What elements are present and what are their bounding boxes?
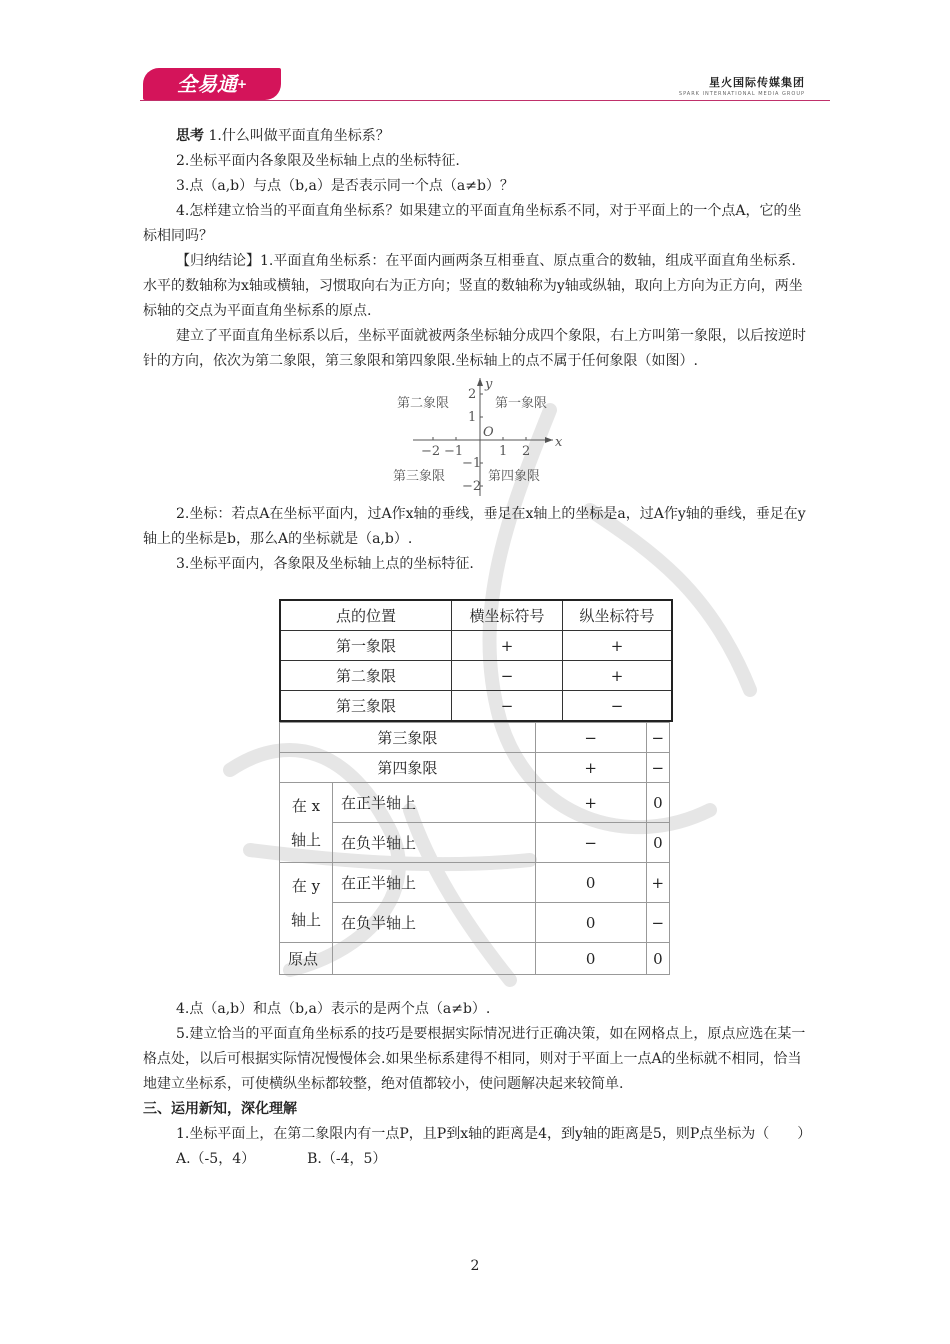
x-axis-group-label: 在 x 轴上	[280, 783, 333, 863]
origin-label: O	[483, 425, 494, 440]
table-header: 横坐标符号	[452, 600, 563, 631]
table-row	[280, 691, 672, 722]
table-cell: −	[646, 903, 669, 943]
think-q3: 3.点（a,b）与点（b,a）是否表示同一个点（a≠b）？	[176, 178, 514, 194]
quadrant-2-label: 第二象限	[397, 396, 450, 411]
table-cell: 第三象限	[280, 691, 452, 722]
y-tick-label: 1	[468, 410, 477, 425]
table-cell: +	[535, 753, 646, 783]
table-header-row	[280, 600, 672, 631]
table-cell: 0	[646, 943, 669, 975]
table-cell: −	[535, 823, 646, 863]
table-row	[280, 661, 672, 691]
quadrant-1-label: 第一象限	[495, 396, 548, 411]
table-cell: 在负半轴上	[333, 903, 536, 943]
table-cell: +	[535, 783, 646, 823]
after-table-content	[143, 997, 812, 1172]
y-tick-label: −2	[462, 479, 482, 494]
table-cell: 0	[646, 783, 669, 823]
x-tick-label: 1	[499, 444, 508, 459]
table-cell: 第一象限	[280, 631, 452, 661]
conclusion-tips: 5.建立恰当的平面直角坐标系的技巧是要根据实际情况进行正确决策，如在网格点上，原点应选在某一格点处，以后可根据实际情况慢慢体会.如果坐标系建得不相同，则对于平面上一点A的坐标就不相同，恰当地建立坐标系，可使横纵坐标都较整，绝对值都较小，使问题解决起来较简单.	[143, 1026, 806, 1092]
x-tick-label: −1	[444, 444, 464, 459]
table-row	[280, 631, 672, 661]
section-heading: 三、运用新知，深化理解	[143, 1101, 297, 1117]
table-row	[280, 823, 670, 863]
table-cell: 第三象限	[280, 723, 536, 753]
table-cell: 0	[535, 943, 646, 975]
exercise-1-options	[143, 1147, 808, 1172]
x-tick-label: 2	[522, 444, 531, 459]
table-cell: 0	[646, 823, 669, 863]
table-cell: 0	[535, 863, 646, 903]
brand-name-cn: 星火国际传媒集团	[709, 76, 805, 89]
y-axis-label: y	[485, 377, 493, 392]
table-cell: −	[563, 691, 673, 722]
exercise-1: 1.坐标平面上，在第二象限内有一点P，且P到x轴的距离是4，到y轴的距离是5，则P点坐标为（ ）	[176, 1126, 812, 1142]
y-tick-label: −1	[462, 456, 482, 471]
coordinate-figure	[143, 374, 808, 502]
table-cell: 0	[535, 903, 646, 943]
y-axis-arrow	[477, 378, 483, 386]
quadrant-4-label: 第四象限	[488, 469, 541, 484]
table-cell: −	[452, 661, 563, 691]
conclusion-quadrants: 建立了平面直角坐标系以后，坐标平面就被两条坐标轴分成四个象限，右上方叫第一象限，以后按逆时针的方向，依次为第二象限，第三象限和第四象限.坐标轴上的点不属于任何象限（如图）.	[143, 328, 806, 369]
table-cell: 第四象限	[280, 753, 536, 783]
think-q2: 2.坐标平面内各象限及坐标轴上点的坐标特征.	[176, 153, 460, 169]
brand-name-en: SPARK INTERNATIONAL MEDIA GROUP	[678, 91, 805, 97]
table-cell: +	[646, 863, 669, 903]
conclusion-two-points: 4.点（a,b）和点（b,a）表示的是两个点（a≠b）.	[176, 1001, 491, 1017]
table-row	[280, 723, 670, 753]
table-cell: +	[563, 661, 673, 691]
option-b: B.（-4，5）	[307, 1151, 387, 1167]
y-tick-label: 2	[468, 387, 477, 402]
header-divider	[140, 100, 830, 101]
table-cell: 第二象限	[280, 661, 452, 691]
table-row	[280, 943, 670, 975]
x-axis-label: x	[555, 435, 563, 450]
conclusion-1: 【归纳结论】1.平面直角坐标系：在平面内画两条互相垂直、原点重合的数轴，组成平面直角坐标系.水平的数轴称为x轴或横轴，习惯取向右为正方向；竖直的数轴称为y轴或纵轴，取向上方向为正方向，两坐标轴的交点为平面直角坐标系的原点.	[143, 253, 803, 319]
table-cell: −	[646, 723, 669, 753]
conclusion-table-intro: 3.坐标平面内，各象限及坐标轴上点的坐标特征.	[176, 556, 474, 572]
table-cell	[333, 943, 536, 975]
table-row	[280, 783, 670, 823]
think-q4: 4.怎样建立恰当的平面直角坐标系？如果建立的平面直角坐标系不同，对于平面上的一个点A，它的坐标相同吗？	[143, 203, 802, 244]
main-content	[143, 124, 808, 577]
table-cell: 原点	[280, 943, 333, 975]
sign-table-part-1	[279, 599, 673, 722]
table-row	[280, 863, 670, 903]
quadrant-3-label: 第三象限	[393, 469, 446, 484]
page-number: 2	[470, 1258, 480, 1274]
table-cell: −	[646, 753, 669, 783]
x-axis-arrow	[545, 437, 553, 443]
table-cell: 在正半轴上	[333, 783, 536, 823]
x-tick-label: −2	[421, 444, 441, 459]
table-cell: 在负半轴上	[333, 823, 536, 863]
table-cell: −	[452, 691, 563, 722]
option-a: A.（-5，4）	[176, 1151, 256, 1167]
publisher-brand	[679, 74, 805, 97]
conclusion-coordinate: 2.坐标：若点A在坐标平面内，过A作x轴的垂线，垂足在x轴上的坐标是a，过A作y轴的垂线，垂足在y轴上的坐标是b，那么A的坐标就是（a,b）.	[143, 506, 806, 547]
think-q1: 思考 1.什么叫做平面直角坐标系？	[176, 128, 390, 144]
table-row	[280, 903, 670, 943]
brand-logo: 全易通+	[143, 68, 281, 100]
sign-table-part-2	[279, 722, 670, 975]
table-header: 点的位置	[280, 600, 452, 631]
table-row	[280, 753, 670, 783]
y-axis-group-label: 在 y 轴上	[280, 863, 333, 943]
table-cell: 在正半轴上	[333, 863, 536, 903]
table-cell: −	[535, 723, 646, 753]
table-header: 纵坐标符号	[563, 600, 673, 631]
table-cell: +	[452, 631, 563, 661]
table-cell: +	[563, 631, 673, 661]
